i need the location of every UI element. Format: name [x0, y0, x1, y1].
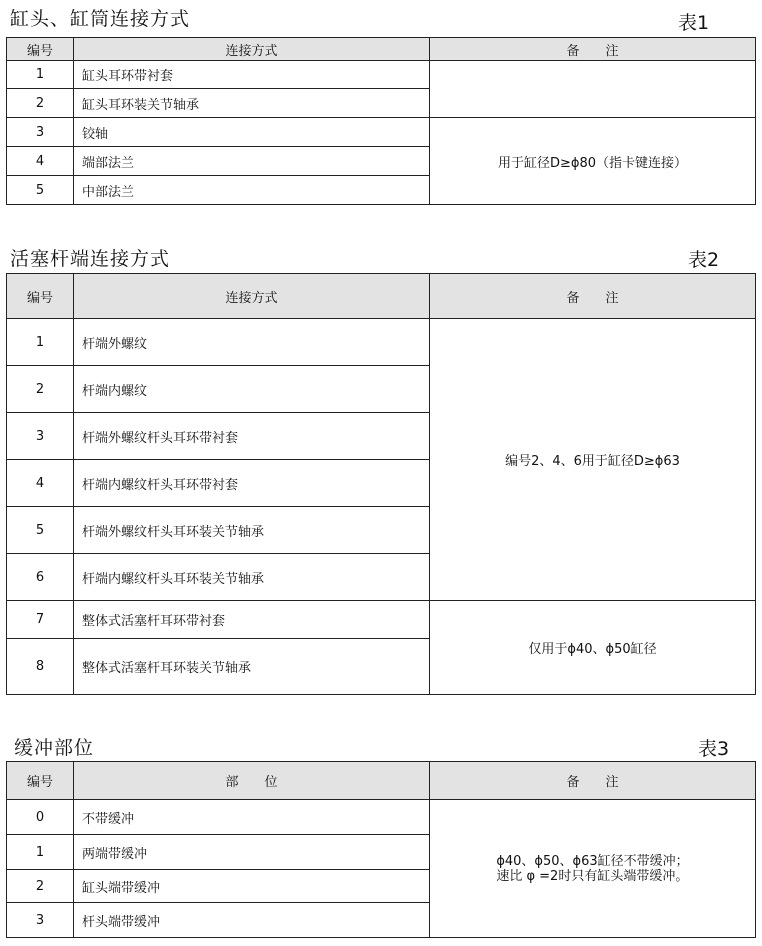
row-num: 3: [7, 903, 74, 938]
row-method: 整体式活塞杆耳环带衬套: [74, 601, 430, 639]
row-num: 6: [7, 554, 74, 601]
row-method: 杆端外螺纹: [74, 319, 430, 366]
table3-remark-line2: 速比 φ =2时只有缸头端带缓冲。: [496, 868, 689, 884]
row-num: 5: [7, 507, 74, 554]
table1: [6, 37, 756, 205]
table1-header-method: 连接方式: [74, 38, 430, 61]
row-num: 2: [7, 89, 74, 118]
row-num: 3: [7, 118, 74, 147]
row-num: 2: [7, 366, 74, 413]
row-num: 0: [7, 800, 74, 835]
row-method: 杆端外螺纹杆头耳环装关节轴承: [74, 507, 430, 554]
row-num: 5: [7, 176, 74, 205]
table3-header-remark: 备 注: [430, 762, 756, 800]
table1-header-remark: 备 注: [430, 38, 756, 61]
table1-title: 缸头、缸筒连接方式: [10, 8, 191, 30]
table1-remark: 用于缸径D≥ϕ80（指卡键连接）: [430, 118, 756, 205]
row-num: 2: [7, 870, 74, 903]
row-method: 杆端内螺纹杆头耳环装关节轴承: [74, 554, 430, 601]
row-num: 3: [7, 413, 74, 460]
row-num: 8: [7, 639, 74, 695]
table2-remark-a: 编号2、4、6用于缸径D≥ϕ63: [430, 319, 756, 601]
table2-header-num: 编号: [7, 274, 74, 319]
row-method: 铰轴: [74, 118, 430, 147]
row-method: 缸头耳环带衬套: [74, 61, 430, 89]
table3-remark: [430, 800, 756, 938]
row-num: 1: [7, 835, 74, 870]
row-method: 整体式活塞杆耳环装关节轴承: [74, 639, 430, 695]
row-method: 中部法兰: [74, 176, 430, 205]
table3: [6, 761, 756, 938]
table2-header-remark: 备 注: [430, 274, 756, 319]
row-method: 杆端内螺纹: [74, 366, 430, 413]
table2-label: 表2: [688, 249, 720, 271]
table2-header-method: 连接方式: [74, 274, 430, 319]
table-row: [7, 319, 756, 366]
table2-header-row: [7, 274, 756, 319]
table1-label: 表1: [678, 12, 710, 34]
table1-remark-empty: [430, 61, 756, 118]
row-num: 1: [7, 319, 74, 366]
row-position: 两端带缓冲: [74, 835, 430, 870]
row-num: 1: [7, 61, 74, 89]
table3-title: 缓冲部位: [14, 737, 95, 759]
table1-header-row: [7, 38, 756, 61]
table-row: [7, 118, 756, 147]
row-num: 7: [7, 601, 74, 639]
row-method: 端部法兰: [74, 147, 430, 176]
table2: [6, 273, 756, 695]
row-position: 缸头端带缓冲: [74, 870, 430, 903]
table2-title: 活塞杆端连接方式: [10, 248, 171, 270]
table2-remark-b: 仅用于ϕ40、ϕ50缸径: [430, 601, 756, 695]
table3-header-position: 部 位: [74, 762, 430, 800]
row-num: 4: [7, 460, 74, 507]
row-num: 4: [7, 147, 74, 176]
row-method: 杆端外螺纹杆头耳环带衬套: [74, 413, 430, 460]
row-method: 杆端内螺纹杆头耳环带衬套: [74, 460, 430, 507]
table3-remark-line1: ϕ40、ϕ50、ϕ63缸径不带缓冲；: [496, 853, 689, 869]
row-position: 不带缓冲: [74, 800, 430, 835]
row-method: 缸头耳环装关节轴承: [74, 89, 430, 118]
table3-label: 表3: [698, 738, 730, 760]
table3-header-row: [7, 762, 756, 800]
table1-header-num: 编号: [7, 38, 74, 61]
table-row: [7, 601, 756, 639]
row-position: 杆头端带缓冲: [74, 903, 430, 938]
table-row: [7, 800, 756, 835]
table-row: [7, 61, 756, 89]
table3-header-num: 编号: [7, 762, 74, 800]
